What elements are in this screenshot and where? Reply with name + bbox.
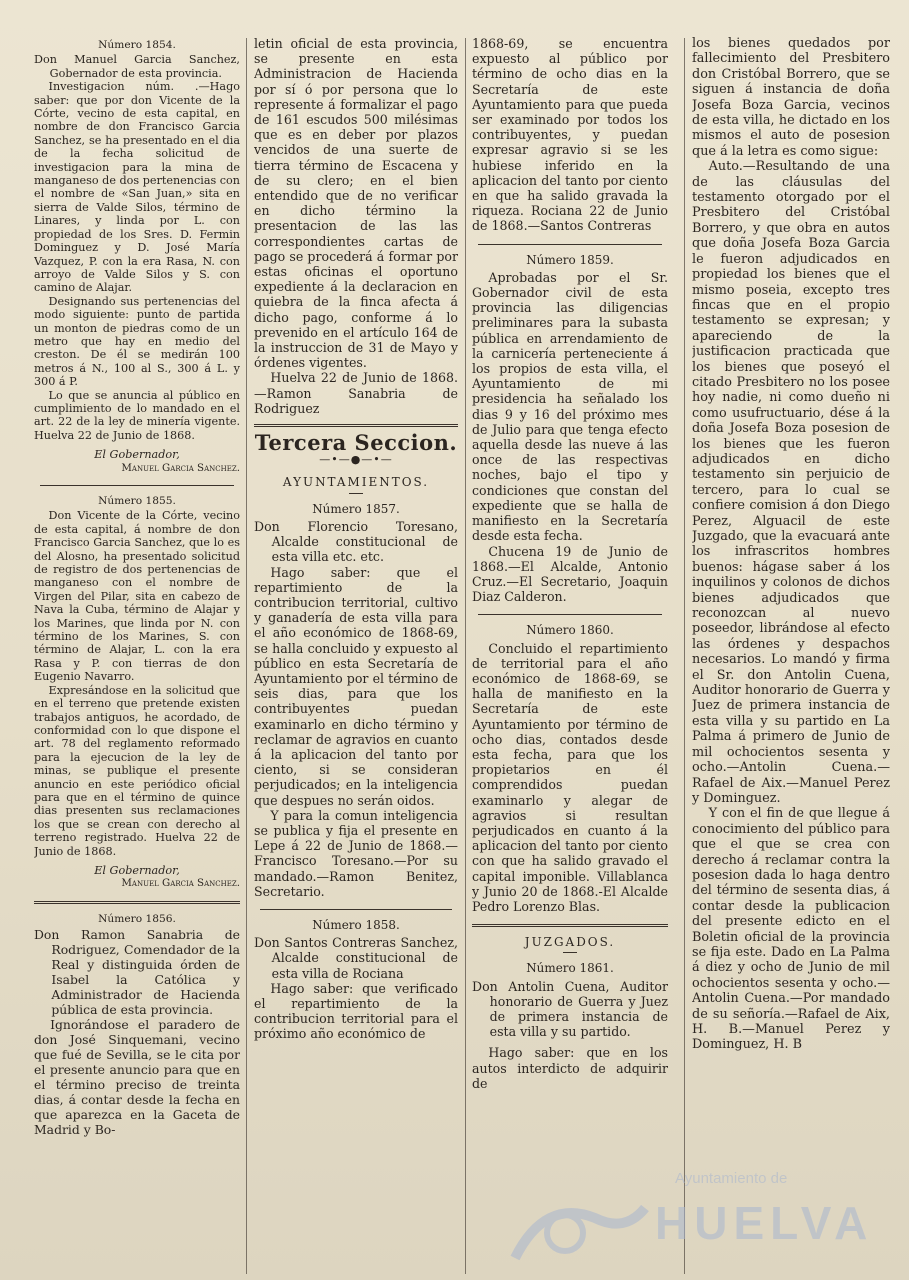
notice-paragraph: Y con el fin de que llegue á conocimiento del público para que el que se crea con derecho á reclamar contra la posesion dada lo haga dentro del término de sesenta dias, á contar desde la publicacion del presente edicto en el Boletin oficial de la provincia se fija este. Dado en La Palma á diez y ocho de Junio de mil ochocientos sesenta y ocho.—Antolin Cuena.—Por mandado de su señoría.—Rafael de Aix, H. B.—Manuel Perez y Dominguez, H. B xyxy=(692,806,890,1053)
short-dash xyxy=(349,493,363,494)
notice-heading: Don Florencio Toresano, Alcalde constitucional de esta villa etc. etc. xyxy=(254,518,458,565)
column-divider xyxy=(246,38,247,1274)
notice-paragraph: los bienes quedados por fallecimiento del Presbitero don Cristóbal Borrero, que se siguen á instancia de doña Josefa Boza Garcia, vecinos de esta villa, he dictado en los mismos el auto de posesion que á la letra es como sigue: xyxy=(692,36,890,159)
notice-number: Número 1858. xyxy=(312,917,400,932)
notice-paragraph: Don Vicente de la Córte, vecino de esta capital, á nombre de don Francisco Garcia Sanchez, que lo es del Alosno, ha presentado solicitud de registro de dos pertenencias de manganeso con el nombre de Virgen del Pilar, sita en cabezo de Nava la Cuba, término de Alajar y los Marines, que linda por N. con término de los Marines, S. con término de Alajar, L. con la era Rasa y P. con tierras de don Eugenio Navarro. xyxy=(34,509,240,684)
signature-title: El Gobernador, xyxy=(94,448,180,462)
notice-paragraph: Hago saber: que en los autos interdicto de adquirir de xyxy=(472,1045,668,1091)
notice-paragraph: Y para la comun inteligencia se publica y fija el presente en Lepe á 22 de Junio de 1868.—Francisco Toresano.—Por su mandado.—Ramon Benitez, Secretario. xyxy=(254,807,458,899)
separator-rule xyxy=(478,614,662,615)
separator-rule xyxy=(260,909,452,910)
notice-paragraph: Auto.—Resultando de una de las cláusulas del testamento otorgado por el Presbitero del Cristóbal Borrero, y que obra en autos que doña Josefa Boza Garcia le fueron adjudicados en propiedad los bienes que el mismo poseia, excepto tres fincas que en el propio testamento se expresan; y apareciendo de la justificacion practicada que los bienes que poseyó el citado Presbitero no los posee hoy nadie, ni como dueño ni como usufructuario, dése á la doña Josefa Boza posesion de los bienes que les fueron adjudicados en dicho testamento sin perjuicio de tercero, para lo cual se confiere comision á don Diego Perez, Alguacil de este Juzgado, que la evacuará ante los infrascritos hombres buenos: hágase saber á los inquilinos y colonos de dichos bienes adjudicados que reconozcan al nuevo poseedor, librándose al efecto las órdenes y despachos necesarios. Lo mandó y firma el Sr. don Antolin Cuena, Auditor honorario de Guerra y Juez de primera instancia de esta villa y su partido en La Palma á primero de Junio de mil ochocientos sesenta y ocho.—Antolin Cuena.—Rafael de Aix.—Manuel Perez y Dominguez. xyxy=(692,159,890,806)
notice-signature-line: Huelva 22 de Junio de 1868.—Ramon Sanabria de Rodriguez xyxy=(254,370,458,416)
notice-paragraph: letin oficial de esta provincia, se presente en esta Administracion de Hacienda por sí ó por persona que lo represente á formalizar el pago de 161 escudos 500 milésimas que es en deber por plazos vencidos de una suerte de tierra término de Escacena y de su clero; en el bien entendido que de no verificar en dicho término la presentacion de las las correspondientes cartas de pago se procederá á formar por estas oficinas el oportuno expediente á la declaracion en quiebra de la finca afecta á dicho pago, conforme á lo prevenido en el artículo 164 de la instruccion de 31 de Mayo y órdenes vigentes. xyxy=(254,36,458,371)
signature-title: El Gobernador, xyxy=(94,863,180,877)
column-divider xyxy=(465,38,466,1274)
notice-paragraph: 1868-69, se encuentra expuesto al público por término de ocho dias en la Secretaría de este Ayuntamiento para que pueda ser examinado por todos los contribuyentes, y puedan expresar agravio si se les hubiese inferido en la aplicacion del tanto por ciento en que ha salido gravada la riqueza. Rociana 22 de Junio de 1868.—Santos Contreras xyxy=(472,36,668,234)
notice-paragraph: Investigacion núm. .—Hago saber: que por don Vicente de la Córte, vecino de esta capital, en nombre de don Francisco Garcia Sanchez, se ha presentado en el dia de la fecha solicitud de investigacion para la mina de manganeso de dos pertenencias con el nombre de «San Juan,» sita en sierra de Valde Silos, término de Linares, y linda por L. con propiedad de los Sres. D. Fermin Dominguez y D. José María Vazquez, P. con la era Rasa, N. con arroyo de Valde Silos y S. con camino de Alajar. xyxy=(34,80,240,295)
notice-paragraph: Chucena 19 de Junio de 1868.—El Alcalde, Antonio Cruz.—El Secretario, Joaquin Diaz Calderon. xyxy=(472,543,668,605)
notice-paragraph: Designando sus pertenencias del modo siguiente: punto de partida un monton de piedras como de un metro que hay en medio del creston. De él se medirán 100 metros á N., 100 al S., 300 á L. y 300 á P. xyxy=(34,294,240,389)
ornament: —•—●—•— xyxy=(319,453,393,467)
column-divider xyxy=(684,38,685,1274)
category-heading: AYUNTAMIENTOS. xyxy=(282,475,430,490)
section-title: Tercera Seccion. xyxy=(254,424,458,450)
notice-number: Número 1854. xyxy=(98,38,176,51)
short-dash xyxy=(563,952,577,953)
column-2 xyxy=(254,36,458,1272)
column-3 xyxy=(472,36,668,1272)
notice-paragraph: Hago saber: que el repartimiento de la contribucion territorial, cultivo y ganadería de esta villa para el año económico de 1868-69, se halla concluido y expuesto al público en esta Secretaría de Ayuntamiento por el término de seis dias, para que los contribuyentes puedan examinarlo en dicho término y reclamar de agravios en cuanto á la aplicacion del tanto por ciento, si se consideran perjudicados; en la inteligencia que despues no serán oidos. xyxy=(254,564,458,808)
column-4 xyxy=(692,36,890,1272)
signature-name: Manuel Garcia Sanchez. xyxy=(121,877,240,890)
notice-number: Número 1861. xyxy=(526,961,614,976)
column-1 xyxy=(34,36,240,1272)
notice-number: Número 1855. xyxy=(98,494,176,507)
notice-number: Número 1857. xyxy=(312,501,400,516)
notice-paragraph: Lo que se anuncia al público en cumplimiento de lo mandado en el art. 22 de la ley de minería vigente. Huelva 22 de Junio de 1868. xyxy=(34,388,240,442)
notice-paragraph: Ignorándose el paradero de don José Sinquemani, vecino que fué de Sevilla, se le cita por el presente anuncio para que en el término preciso de treinta dias, á contar desde la fecha en que aparezca en la Gaceta de Madrid y Bo- xyxy=(34,1017,240,1138)
notice-heading: Don Santos Contreras Sanchez, Alcalde constitucional de esta villa de Rociana xyxy=(254,935,458,981)
signature-name: Manuel Garcia Sanchez. xyxy=(121,461,240,474)
notice-heading: Don Ramon Sanabria de Rodriguez, Comendador de la Real y distinguida órden de Isabel la Católica y Administrador de Hacienda pública de esta provincia. xyxy=(34,927,240,1018)
notice-paragraph: Aprobadas por el Sr. Gobernador civil de esta provincia las diligencias preliminares para la subasta pública en arrendamiento de la carnicería perteneciente á los propios de esta villa, el Ayuntamiento de mi presidencia ha señalado los dias 9 y 16 del próximo mes de Julio para que tenga efecto aquella desde las nueve á las once de las respectivas noches, bajo el tipo y condiciones que constan del expediente que se halla de manifiesto en la Secretaría desde esta fecha. xyxy=(472,269,668,544)
watermark-line1: Ayuntamiento de xyxy=(675,1170,788,1187)
notice-paragraph: Concluido el repartimiento de territorial para el año económico de 1868-69, se halla de manifiesto en la Secretaría de este Ayuntamiento por término de ocho dias, contados desde esta fecha, para que los propietarios en él comprendidos puedan examinarlo y alegar de agravios si resultan perjudicados en cuanto á la aplicacion del tanto por ciento con que ha salido gravado el capital imponible. Villablanca y Junio 20 de 1868.-El Alcalde Pedro Lorenzo Blas. xyxy=(472,640,668,914)
separator-rule xyxy=(34,901,240,904)
category-heading: JUZGADOS. xyxy=(524,935,616,950)
watermark-line2: HUELVA xyxy=(655,1197,874,1249)
notice-paragraph: Hago saber: que verificado el repartimiento de la contribucion territorial para el próximo año económico de xyxy=(254,980,458,1042)
separator-rule xyxy=(40,485,234,486)
notice-heading: Don Manuel Garcia Sanchez, Gobernador de esta provincia. xyxy=(34,53,240,80)
notice-number: Número 1856. xyxy=(98,911,176,925)
notice-paragraph: Expresándose en la solicitud que en el terreno que pretende existen trabajos antiguos, he acordado, de conformidad con lo que dispone el art. 78 del reglamento reformado para la ejecucion de la ley de minas, se publique el presente anuncio en este periódico oficial para que en el término de quince dias presenten sus reclamaciones los que se crean con derecho al terreno registrado. Huelva 22 de Junio de 1868. xyxy=(34,683,240,858)
separator-rule xyxy=(478,244,662,245)
separator-rule xyxy=(472,924,668,927)
notice-number: Número 1860. xyxy=(526,623,614,638)
notice-heading: Don Antolin Cuena, Auditor honorario de Guerra y Juez de primera instancia de esta villa y su partido. xyxy=(472,978,668,1040)
notice-number: Número 1859. xyxy=(526,252,614,267)
